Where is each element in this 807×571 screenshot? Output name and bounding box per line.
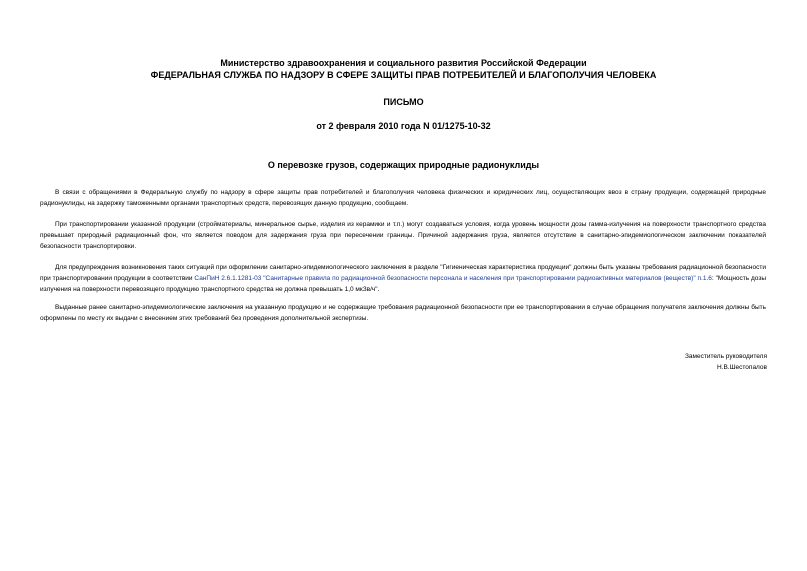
ministry-name: Министерство здравоохранения и социального развития Российской Федерации [220,58,587,68]
document-type: ПИСЬМО [383,97,424,107]
signatory-name: Н.В.Шестопалов [716,364,767,371]
paragraph-1: В связи с обращениями в Федеральную службу по надзору в сфере защиты прав потребителей и благополучия человека физических и юридических лиц, осуществляющих ввоз в страну продукции, содержащей природные радионуклиды, на задержку таможенными органами транспортных средств, перевозящих данную продукцию, сообщаем. [40,189,766,207]
document-header [0,57,807,81]
paragraph-2: При транспортировании указанной продукции (стройматериалы, минеральное сырье, изделия из керамики и т.п.) могут создаваться условия, когда уровень мощности дозы гамма-излучения на поверхности транспортного средства превышает природный радиационный фон, что является поводом для задержания груза при пересечении границы. Причиной задержания груза, является отсутствие в санитарно-эпидемиологическом заключении показателей безопасности транспортировки. [40,221,766,250]
paragraph-4: Выданные ранее санитарно-эпидемиологические заключения на указанную продукцию и не содержащие требования радиационной безопасности при ее транспортировании в случае обращения получателя заключения должны быть оформлены по месту их выдачи с внесением этих требований без проведения дополнительной экспертизы. [40,304,766,322]
paragraph-3-text-after: : "Мощность дозы излучения на поверхности перевозящего продукцию транспортного средства не должна превышать 1,0 мкЗв/ч". [40,275,767,293]
paragraph-3 [40,262,766,295]
document-date-number: от 2 февраля 2010 года N 01/1275-10-32 [316,121,491,131]
document-subject: О перевозке грузов, содержащих природные радионуклиды [267,160,540,170]
paragraph-3-text-before: Для предупреждения возникновения таких ситуаций при оформлении санитарно-эпидемиологического заключения в разделе "Гигиеническая характеристика продукции" должны быть указаны требования радиационной безопасности при транспортировании продукции в соответствии [40,264,766,282]
agency-name: ФЕДЕРАЛЬНАЯ СЛУЖБА ПО НАДЗОРУ В СФЕРЕ ЗАЩИТЫ ПРАВ ПОТРЕБИТЕЛЕЙ И БЛАГОПОЛУЧИЯ ЧЕЛОВЕКА [150,70,657,80]
sanpin-link[interactable]: СанПиН 2.6.1.1281-03 "Санитарные правила по радиационной безопасности персонала и населения при транспортировании радиоактивных материалов (веществ)" п.1.6 [194,275,712,282]
signatory-position: Заместитель руководителя [685,353,767,360]
signature-block [685,351,767,373]
